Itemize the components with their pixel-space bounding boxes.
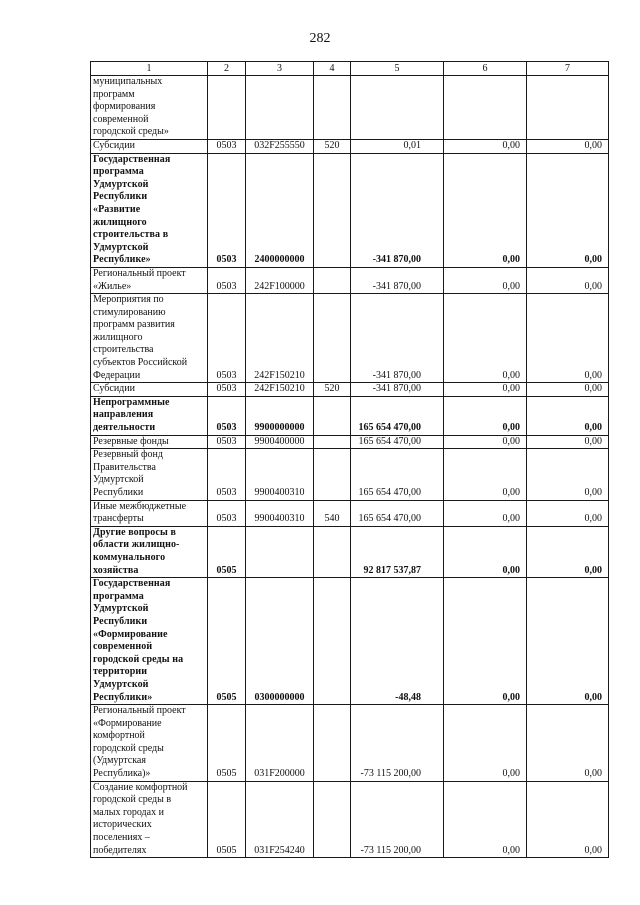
section-code-cell: 0503 bbox=[208, 435, 246, 449]
amount-year3-cell: 0,00 bbox=[527, 153, 609, 267]
item-name-cell: Региональный проект «Формирование комфортной городской среды (Удмуртская Республика)» bbox=[91, 705, 208, 782]
target-article-cell: 242F100000 bbox=[246, 267, 314, 293]
amount-year2-cell: 0,00 bbox=[444, 705, 527, 782]
target-article-cell: 242F150210 bbox=[246, 294, 314, 383]
amount-cell: 0,01 bbox=[351, 139, 444, 153]
amount-year2-cell: 0,00 bbox=[444, 294, 527, 383]
column-header: 3 bbox=[246, 62, 314, 76]
item-name-cell: Мероприятия по стимулированию программ развития жилищного строительства субъектов Российской Федерации bbox=[91, 294, 208, 383]
amount-year3-cell: 0,00 bbox=[527, 267, 609, 293]
item-name-cell: Создание комфортной городской среды в малых городах и исторических поселениях – победителях bbox=[91, 781, 208, 858]
table-row bbox=[91, 396, 609, 435]
amount-year3-cell: 0,00 bbox=[527, 705, 609, 782]
amount-year3-cell: 0,00 bbox=[527, 294, 609, 383]
table-row bbox=[91, 781, 609, 858]
section-code-cell: 0503 bbox=[208, 153, 246, 267]
table-row bbox=[91, 267, 609, 293]
amount-year3-cell: 0,00 bbox=[527, 578, 609, 705]
amount-year3-cell: 0,00 bbox=[527, 396, 609, 435]
amount-year2-cell: 0,00 bbox=[444, 781, 527, 858]
amount-year3-cell: 0,00 bbox=[527, 435, 609, 449]
amount-year2-cell: 0,00 bbox=[444, 500, 527, 526]
amount-year3-cell: 0,00 bbox=[527, 449, 609, 500]
table-row bbox=[91, 705, 609, 782]
table-row bbox=[91, 578, 609, 705]
amount-year2-cell: 0,00 bbox=[444, 267, 527, 293]
expense-type-cell bbox=[314, 578, 351, 705]
table-row bbox=[91, 449, 609, 500]
table-row bbox=[91, 153, 609, 267]
item-name-cell: Государственная программа Удмуртской Республики «Формирование современной городской среды на территории Удмуртской Республики» bbox=[91, 578, 208, 705]
amount-year3-cell: 0,00 bbox=[527, 781, 609, 858]
target-article-cell: 0300000000 bbox=[246, 578, 314, 705]
amount-cell: 165 654 470,00 bbox=[351, 435, 444, 449]
column-header: 5 bbox=[351, 62, 444, 76]
column-header: 2 bbox=[208, 62, 246, 76]
target-article-cell: 2400000000 bbox=[246, 153, 314, 267]
item-name-cell: Государственная программа Удмуртской Республики «Развитие жилищного строительства в Удмуртской Республике» bbox=[91, 153, 208, 267]
page-number: 282 bbox=[309, 31, 331, 46]
target-article-cell: 031F254240 bbox=[246, 781, 314, 858]
target-article-cell: 032F255550 bbox=[246, 139, 314, 153]
expense-type-cell bbox=[314, 435, 351, 449]
expense-type-cell bbox=[314, 781, 351, 858]
expense-type-cell bbox=[314, 294, 351, 383]
expense-type-cell bbox=[314, 705, 351, 782]
column-header: 7 bbox=[527, 62, 609, 76]
section-code-cell bbox=[208, 76, 246, 140]
item-name-cell: Резервные фонды bbox=[91, 435, 208, 449]
amount-cell: -73 115 200,00 bbox=[351, 705, 444, 782]
section-code-cell: 0503 bbox=[208, 139, 246, 153]
section-code-cell: 0505 bbox=[208, 781, 246, 858]
item-name-cell: Субсидии bbox=[91, 383, 208, 397]
amount-cell: 165 654 470,00 bbox=[351, 449, 444, 500]
amount-year3-cell: 0,00 bbox=[527, 383, 609, 397]
amount-cell: -48,48 bbox=[351, 578, 444, 705]
expense-type-cell bbox=[314, 76, 351, 140]
amount-year3-cell: 0,00 bbox=[527, 526, 609, 577]
table-row bbox=[91, 435, 609, 449]
expense-type-cell: 520 bbox=[314, 383, 351, 397]
amount-year3-cell bbox=[527, 76, 609, 140]
target-article-cell bbox=[246, 526, 314, 577]
amount-year3-cell: 0,00 bbox=[527, 139, 609, 153]
amount-cell: -73 115 200,00 bbox=[351, 781, 444, 858]
amount-year2-cell: 0,00 bbox=[444, 435, 527, 449]
expense-type-cell bbox=[314, 267, 351, 293]
expense-type-cell: 520 bbox=[314, 139, 351, 153]
amount-year3-cell: 0,00 bbox=[527, 500, 609, 526]
budget-table bbox=[90, 61, 609, 858]
expense-type-cell bbox=[314, 449, 351, 500]
table-header-row bbox=[91, 62, 609, 76]
section-code-cell: 0505 bbox=[208, 578, 246, 705]
target-article-cell: 9900400310 bbox=[246, 449, 314, 500]
target-article-cell: 9900400000 bbox=[246, 435, 314, 449]
amount-cell: -341 870,00 bbox=[351, 153, 444, 267]
amount-cell: 165 654 470,00 bbox=[351, 500, 444, 526]
amount-year2-cell: 0,00 bbox=[444, 449, 527, 500]
section-code-cell: 0503 bbox=[208, 500, 246, 526]
table-row bbox=[91, 76, 609, 140]
table-row bbox=[91, 383, 609, 397]
item-name-cell: Субсидии bbox=[91, 139, 208, 153]
item-name-cell: Резервный фонд Правительства Удмуртской Республики bbox=[91, 449, 208, 500]
amount-cell: 92 817 537,87 bbox=[351, 526, 444, 577]
section-code-cell: 0503 bbox=[208, 396, 246, 435]
section-code-cell: 0503 bbox=[208, 383, 246, 397]
section-code-cell: 0503 bbox=[208, 267, 246, 293]
amount-year2-cell: 0,00 bbox=[444, 153, 527, 267]
column-header: 6 bbox=[444, 62, 527, 76]
expense-type-cell bbox=[314, 396, 351, 435]
target-article-cell bbox=[246, 76, 314, 140]
item-name-cell: Иные межбюджетные трансферты bbox=[91, 500, 208, 526]
table-row bbox=[91, 526, 609, 577]
amount-cell: -341 870,00 bbox=[351, 294, 444, 383]
section-code-cell: 0505 bbox=[208, 705, 246, 782]
target-article-cell: 9900000000 bbox=[246, 396, 314, 435]
amount-year2-cell: 0,00 bbox=[444, 578, 527, 705]
amount-cell: -341 870,00 bbox=[351, 267, 444, 293]
item-name-cell: Региональный проект «Жилье» bbox=[91, 267, 208, 293]
table-row bbox=[91, 294, 609, 383]
target-article-cell: 242F150210 bbox=[246, 383, 314, 397]
column-header: 1 bbox=[91, 62, 208, 76]
amount-year2-cell: 0,00 bbox=[444, 139, 527, 153]
table-row bbox=[91, 139, 609, 153]
item-name-cell: муниципальных программ формирования современной городской среды» bbox=[91, 76, 208, 140]
amount-year2-cell: 0,00 bbox=[444, 383, 527, 397]
item-name-cell: Непрограммные направления деятельности bbox=[91, 396, 208, 435]
section-code-cell: 0505 bbox=[208, 526, 246, 577]
amount-year2-cell bbox=[444, 76, 527, 140]
section-code-cell: 0503 bbox=[208, 449, 246, 500]
amount-year2-cell: 0,00 bbox=[444, 396, 527, 435]
target-article-cell: 031F200000 bbox=[246, 705, 314, 782]
expense-type-cell: 540 bbox=[314, 500, 351, 526]
table-row bbox=[91, 500, 609, 526]
amount-cell: 165 654 470,00 bbox=[351, 396, 444, 435]
column-header: 4 bbox=[314, 62, 351, 76]
section-code-cell: 0503 bbox=[208, 294, 246, 383]
item-name-cell: Другие вопросы в области жилищно- коммунального хозяйства bbox=[91, 526, 208, 577]
expense-type-cell bbox=[314, 153, 351, 267]
target-article-cell: 9900400310 bbox=[246, 500, 314, 526]
expense-type-cell bbox=[314, 526, 351, 577]
amount-year2-cell: 0,00 bbox=[444, 526, 527, 577]
amount-cell bbox=[351, 76, 444, 140]
amount-cell: -341 870,00 bbox=[351, 383, 444, 397]
